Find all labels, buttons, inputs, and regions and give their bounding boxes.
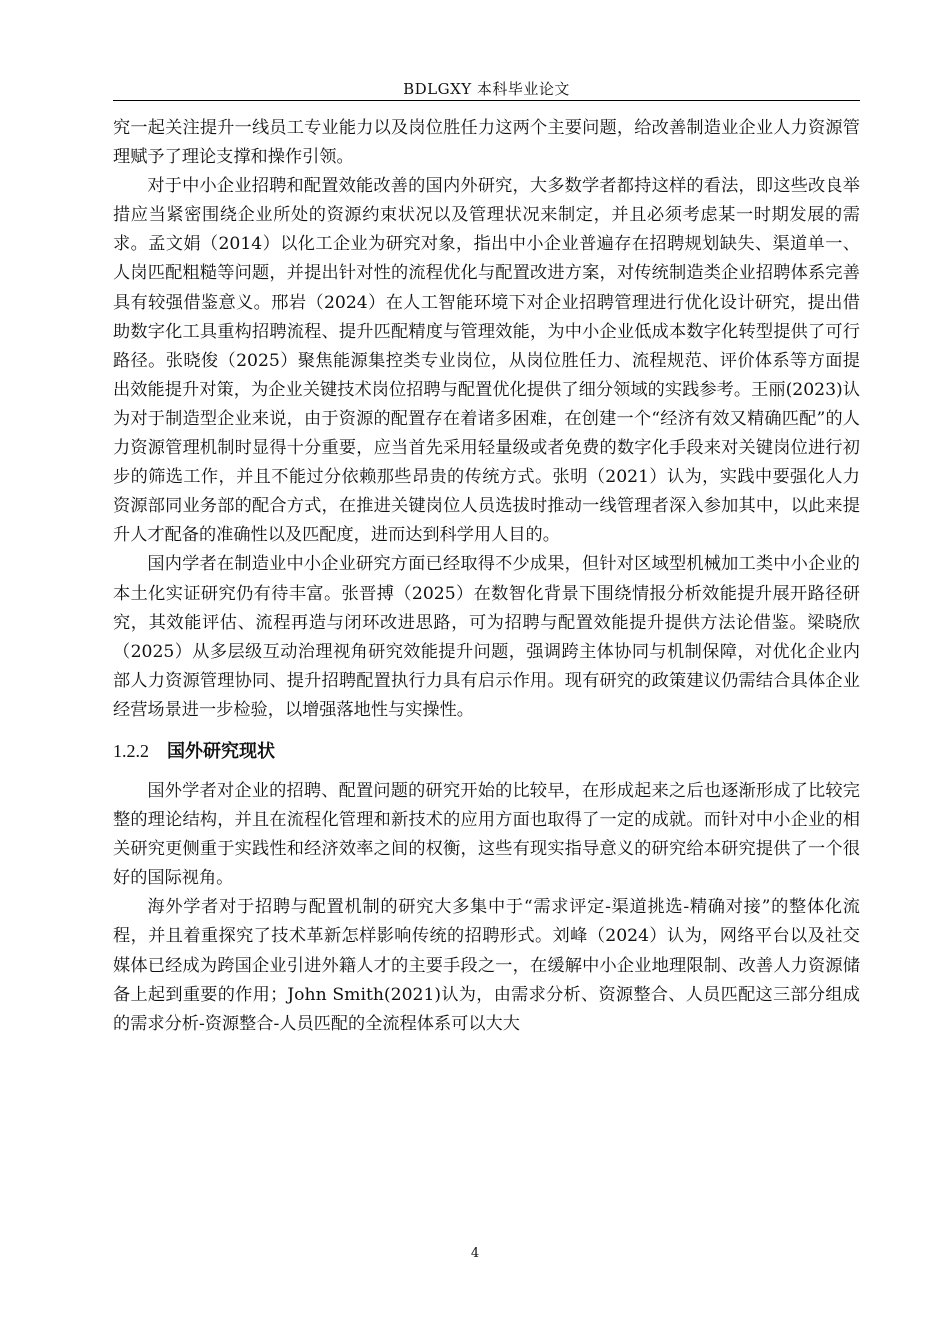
paragraph: 国内学者在制造业中小企业研究方面已经取得不少成果，但针对区域型机械加工类中小企业的本土化实证研究仍有待丰富。张晋搏（2025）在数智化背景下围绕情报分析效能提升展开路径研究，其效能评估、流程再造与闭环改进思路，可为招聘与配置效能提升提供方法论借鉴。梁晓欣（2025）从多层级互动治理视角研究效能提升问题，强调跨主体协同与机制保障，对优化企业内部人力资源管理协同、提升招聘配置执行力具有启示作用。现有研究的政策建议仍需结合具体企业经营场景进一步检验，以增强落地性与实操性。	[113, 554, 860, 720]
section-heading	[113, 736, 860, 767]
section-number: 1.2.2	[113, 740, 149, 761]
body-text	[113, 114, 860, 1039]
paragraph: 国外学者对企业的招聘、配置问题的研究开始的比较早，在形成起来之后也逐渐形成了比较完整的理论结构，并且在流程化管理和新技术的应用方面也取得了一定的成就。而针对中小企业的相关研究更侧重于实践性和经济效率之间的权衡，这些有现实指导意义的研究给本研究提供了一个很好的国际视角。	[113, 780, 860, 889]
section-title: 国外研究现状	[167, 740, 275, 762]
header-rule	[113, 100, 860, 101]
running-header: BDLGXY 本科毕业论文	[403, 80, 570, 98]
paragraph: 究一起关注提升一线员工专业能力以及岗位胜任力这两个主要问题，给改善制造业企业人力资源管理赋予了理论支撑和操作引领。	[113, 118, 860, 168]
paragraph: 海外学者对于招聘与配置机制的研究大多集中于“需求评定-渠道挑选-精确对接”的整体化流程，并且着重探究了技术革新怎样影响传统的招聘形式。刘峰（2024）认为，网络平台以及社交媒体已经成为跨国企业引进外籍人才的主要手段之一，在缓解中小企业地理限制、改善人力资源储备上起到重要的作用；John Smith(2021)认为，由需求分析、资源整合、人员匹配这三部分组成的需求分析-资源整合-人员匹配的全流程体系可以大大	[113, 897, 860, 1034]
page-number: 4	[470, 1246, 480, 1261]
paragraph: 对于中小企业招聘和配置效能改善的国内外研究，大多数学者都持这样的看法，即这些改良举措应当紧密围绕企业所处的资源约束状况以及管理状况来制定，并且必须考虑某一时期发展的需求。孟文娟（2014）以化工企业为研究对象，指出中小企业普遍存在招聘规划缺失、渠道单一、人岗匹配粗糙等问题，并提出针对性的流程优化与配置改进方案，对传统制造类企业招聘体系完善具有较强借鉴意义。邢岩（2024）在人工智能环境下对企业招聘管理进行优化设计研究，提出借助数字化工具重构招聘流程、提升匹配精度与管理效能，为中小企业低成本数字化转型提供了可行路径。张晓俊（2025）聚焦能源集控类专业岗位，从岗位胜任力、流程规范、评价体系等方面提出效能提升对策，为企业关键技术岗位招聘与配置优化提供了细分领域的实践参考。王丽(2023)认为对于制造型企业来说，由于资源的配置存在着诸多困难，在创建一个“经济有效又精确匹配”的人力资源管理机制时显得十分重要，应当首先采用轻量级或者免费的数字化手段来对关键岗位进行初步的筛选工作，并且不能过分依赖那些昂贵的传统方式。张明（2021）认为，实践中要强化人力资源部同业务部的配合方式，在推进关键岗位人员选拔时推动一线管理者深入参加其中，以此来提升人才配备的准确性以及匹配度，进而达到科学用人目的。	[113, 176, 860, 546]
